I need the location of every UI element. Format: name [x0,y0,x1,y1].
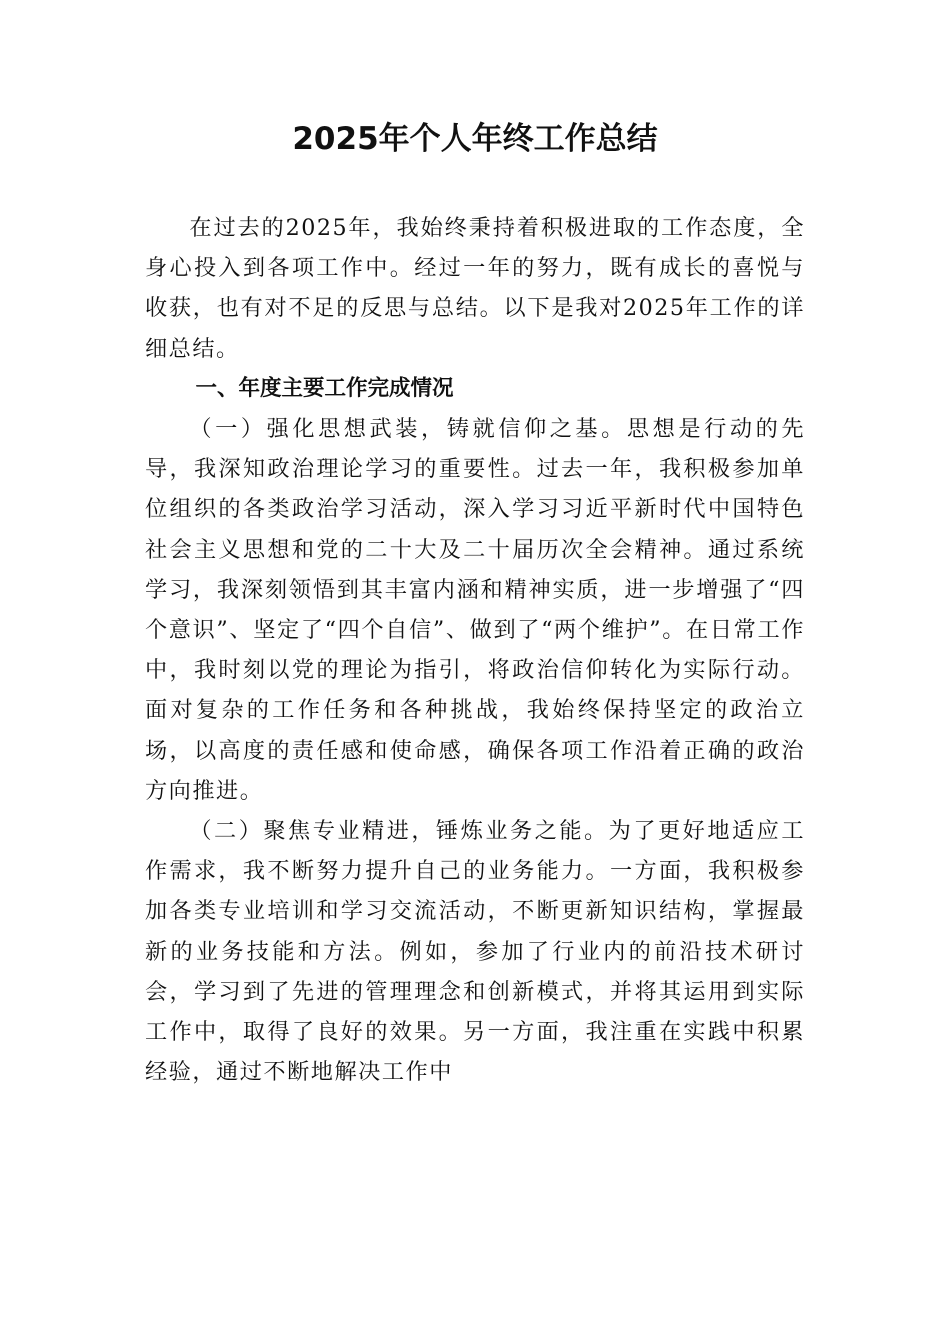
item-paragraph-2 [145,811,805,1092]
item-paragraph-1 [145,409,805,811]
item-lead-2: （二）聚焦专业精进，锤炼业务之能。 [189,818,609,845]
document-title: 2025年个人年终工作总结 [292,121,658,157]
item-lead-1: （一）强化思想武装，铸就信仰之基。 [189,416,627,443]
document-body [145,208,805,1092]
item-text-1: 思想是行动的先导，我深知政治理论学习的重要性。过去一年，我积极参加单位组织的各类政治学习活动，深入学习习近平新时代中国特色社会主义思想和党的二十大及二十届历次全会精神。通过系统学习，我深刻领悟到其丰富内涵和精神实质，进一步增强了“四个意识”、坚定了“四个自信”、做到了“两个维护”。在日常工作中，我时刻以党的理论为指引，将政治信仰转化为实际行动。面对复杂的工作任务和各种挑战，我始终保持坚定的政治立场，以高度的责任感和使命感，确保各项工作沿着正确的政治方向推进。 [145,416,806,804]
intro-paragraph: 在过去的2025年，我始终秉持着积极进取的工作态度，全身心投入到各项工作中。经过一年的努力，既有成长的喜悦与收获，也有对不足的反思与总结。以下是我对2025年工作的详细总结。 [145,215,805,362]
item-text-2: 为了更好地适应工作需求，我不断努力提升自己的业务能力。一方面，我积极参加各类专业培训和学习交流活动，不断更新知识结构，掌握最新的业务技能和方法。例如，参加了行业内的前沿技术研讨会，学习到了先进的管理理念和创新模式，并将其运用到实际工作中，取得了良好的效果。另一方面，我注重在实践中积累经验，通过不断地解决工作中 [145,818,806,1086]
section-heading: 一、年度主要工作完成情况 [195,375,454,401]
